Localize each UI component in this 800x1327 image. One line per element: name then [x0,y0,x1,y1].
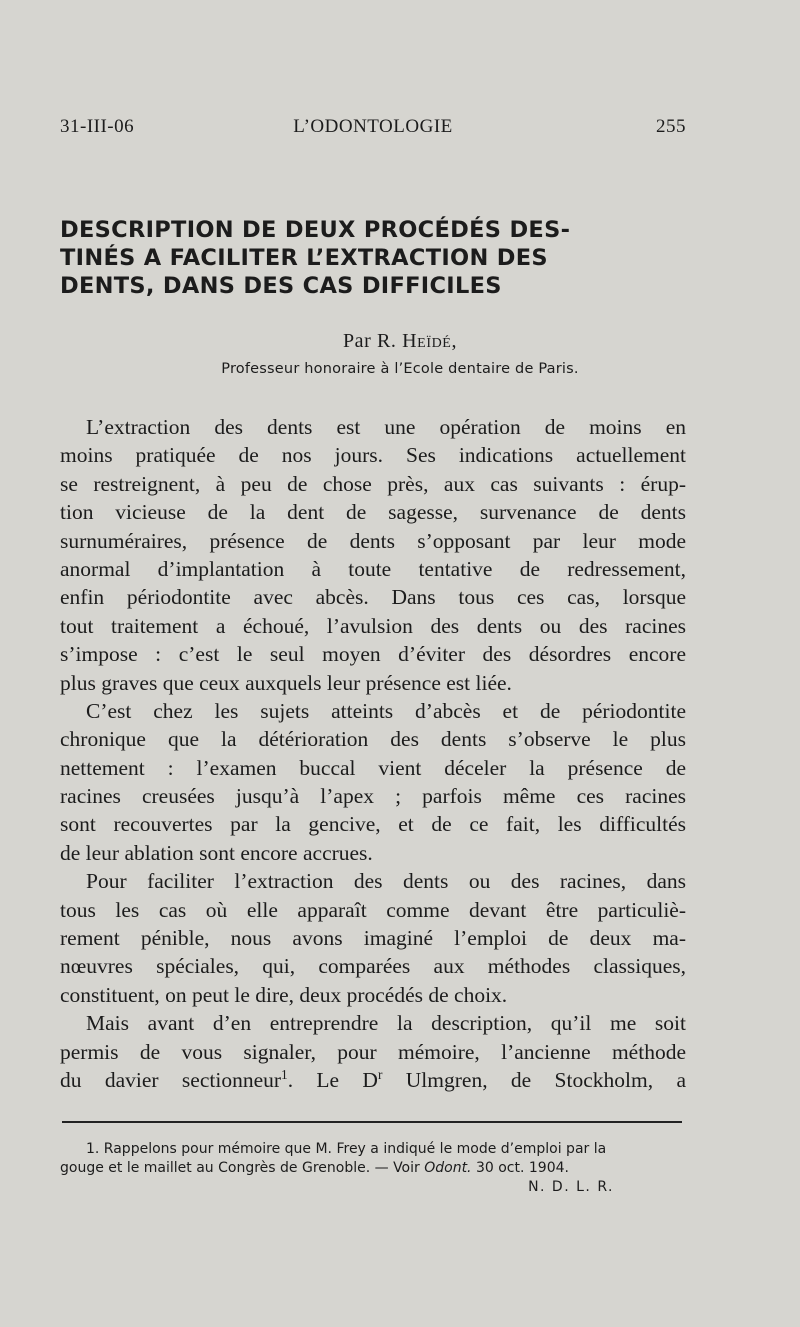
text-line: nœuvres spéciales, qui, comparées aux méthodes classiques, [60,954,686,979]
editor-signature: N. D. L. R. [528,1179,614,1195]
footnote-line: 1. Rappelons pour mémoire que M. Frey a indiqué le mode d’emploi par la [86,1141,607,1157]
paragraph [60,413,686,697]
footnote-line [60,1159,686,1178]
text-line: tout traitement a échoué, l’avulsion des dents ou des racines [60,613,686,638]
text-line: tous les cas où elle apparaît comme devant être particuliè- [60,897,686,922]
text-line: L’extraction des dents est une opération de moins en [86,415,686,439]
text-line: chronique que la détérioration des dents s’observe le plus [60,727,686,752]
text-line: plus graves que ceux auxquels leur présence est liée. [60,670,512,695]
article-title [60,216,688,300]
journal-name: L’ODONTOLOGIE [293,116,453,137]
text-line: se restreignent, à peu de chose près, aux cas suivants : érup- [60,471,686,496]
article-body [60,413,686,1094]
text-fragment: du davier sectionneur [60,1067,282,1092]
text-line: de leur ablation sont encore accrues. [60,840,373,865]
text-line: anormal d’implantation à toute tentative de redressement, [60,556,686,581]
text-line: enfin périodontite avec abcès. Dans tous ces cas, lorsque [60,585,686,610]
title-line: DENTS, DANS DES CAS DIFFICILES [60,273,502,299]
text-line: s’impose : c’est le seul moyen d’éviter des désordres encore [60,642,686,667]
text-line: C’est chez les sujets atteints d’abcès et de périodontite [86,698,686,723]
page-number: 255 [656,116,686,137]
footnote-text: 30 oct. 1904. [471,1160,569,1176]
text-line: rement pénible, nous avons imaginé l’emploi de deux ma- [60,926,686,951]
text-line: constituent, on peut le dire, deux procédés de choix. [60,982,508,1007]
author-line [0,330,800,353]
footnote-text: gouge et le maillet au Congrès de Grenoble. — Voir [60,1160,425,1176]
text-line: moins pratiquée de nos jours. Ses indications actuellement [60,443,686,468]
text-fragment: Ulmgren, de Stockholm, a [382,1067,686,1092]
footnote-divider [62,1121,682,1123]
text-fragment: . Le D [287,1067,378,1092]
title-line: TINÉS A FACILITER L’EXTRACTION DES [60,245,548,271]
text-line: Mais avant d’en entreprendre la description, qu’il me soit [86,1011,686,1036]
text-line: tion vicieuse de la dent de sagesse, survenance de dents [60,500,686,525]
doctor-abbrev-sup: r [377,1066,383,1082]
author-prefix: Par R. [342,330,403,352]
text-line: Pour faciliter l’extraction des dents ou des racines, dans [86,869,686,894]
journal-abbrev: Odont. [424,1160,472,1176]
text-line: sont recouvertes par la gencive, et de ce fait, les difficultés [60,812,686,837]
paragraph [60,697,686,867]
author-affiliation: Professeur honoraire à l’Ecole dentaire de Paris. [221,361,579,377]
text-line: nettement : l’examen buccal vient déceler la présence de [60,755,686,780]
text-line: permis de vous signaler, pour mémoire, l’ancienne méthode [60,1039,686,1064]
paragraph [60,1009,686,1094]
text-line: surnuméraires, présence de dents s’opposant par leur mode [60,528,686,553]
running-header [60,116,686,140]
text-line-with-reference [60,1066,686,1094]
title-line: DESCRIPTION DE DEUX PROCÉDÉS DES- [60,217,571,243]
footnote [60,1140,686,1197]
author-name: Heïdé, [402,330,458,352]
paragraph [60,867,686,1009]
text-line: racines creusées jusqu’à l’apex ; parfois même ces racines [60,784,686,809]
footnote-ref-1[interactable]: 1 [281,1066,288,1082]
issue-date: 31-III-06 [60,116,135,137]
